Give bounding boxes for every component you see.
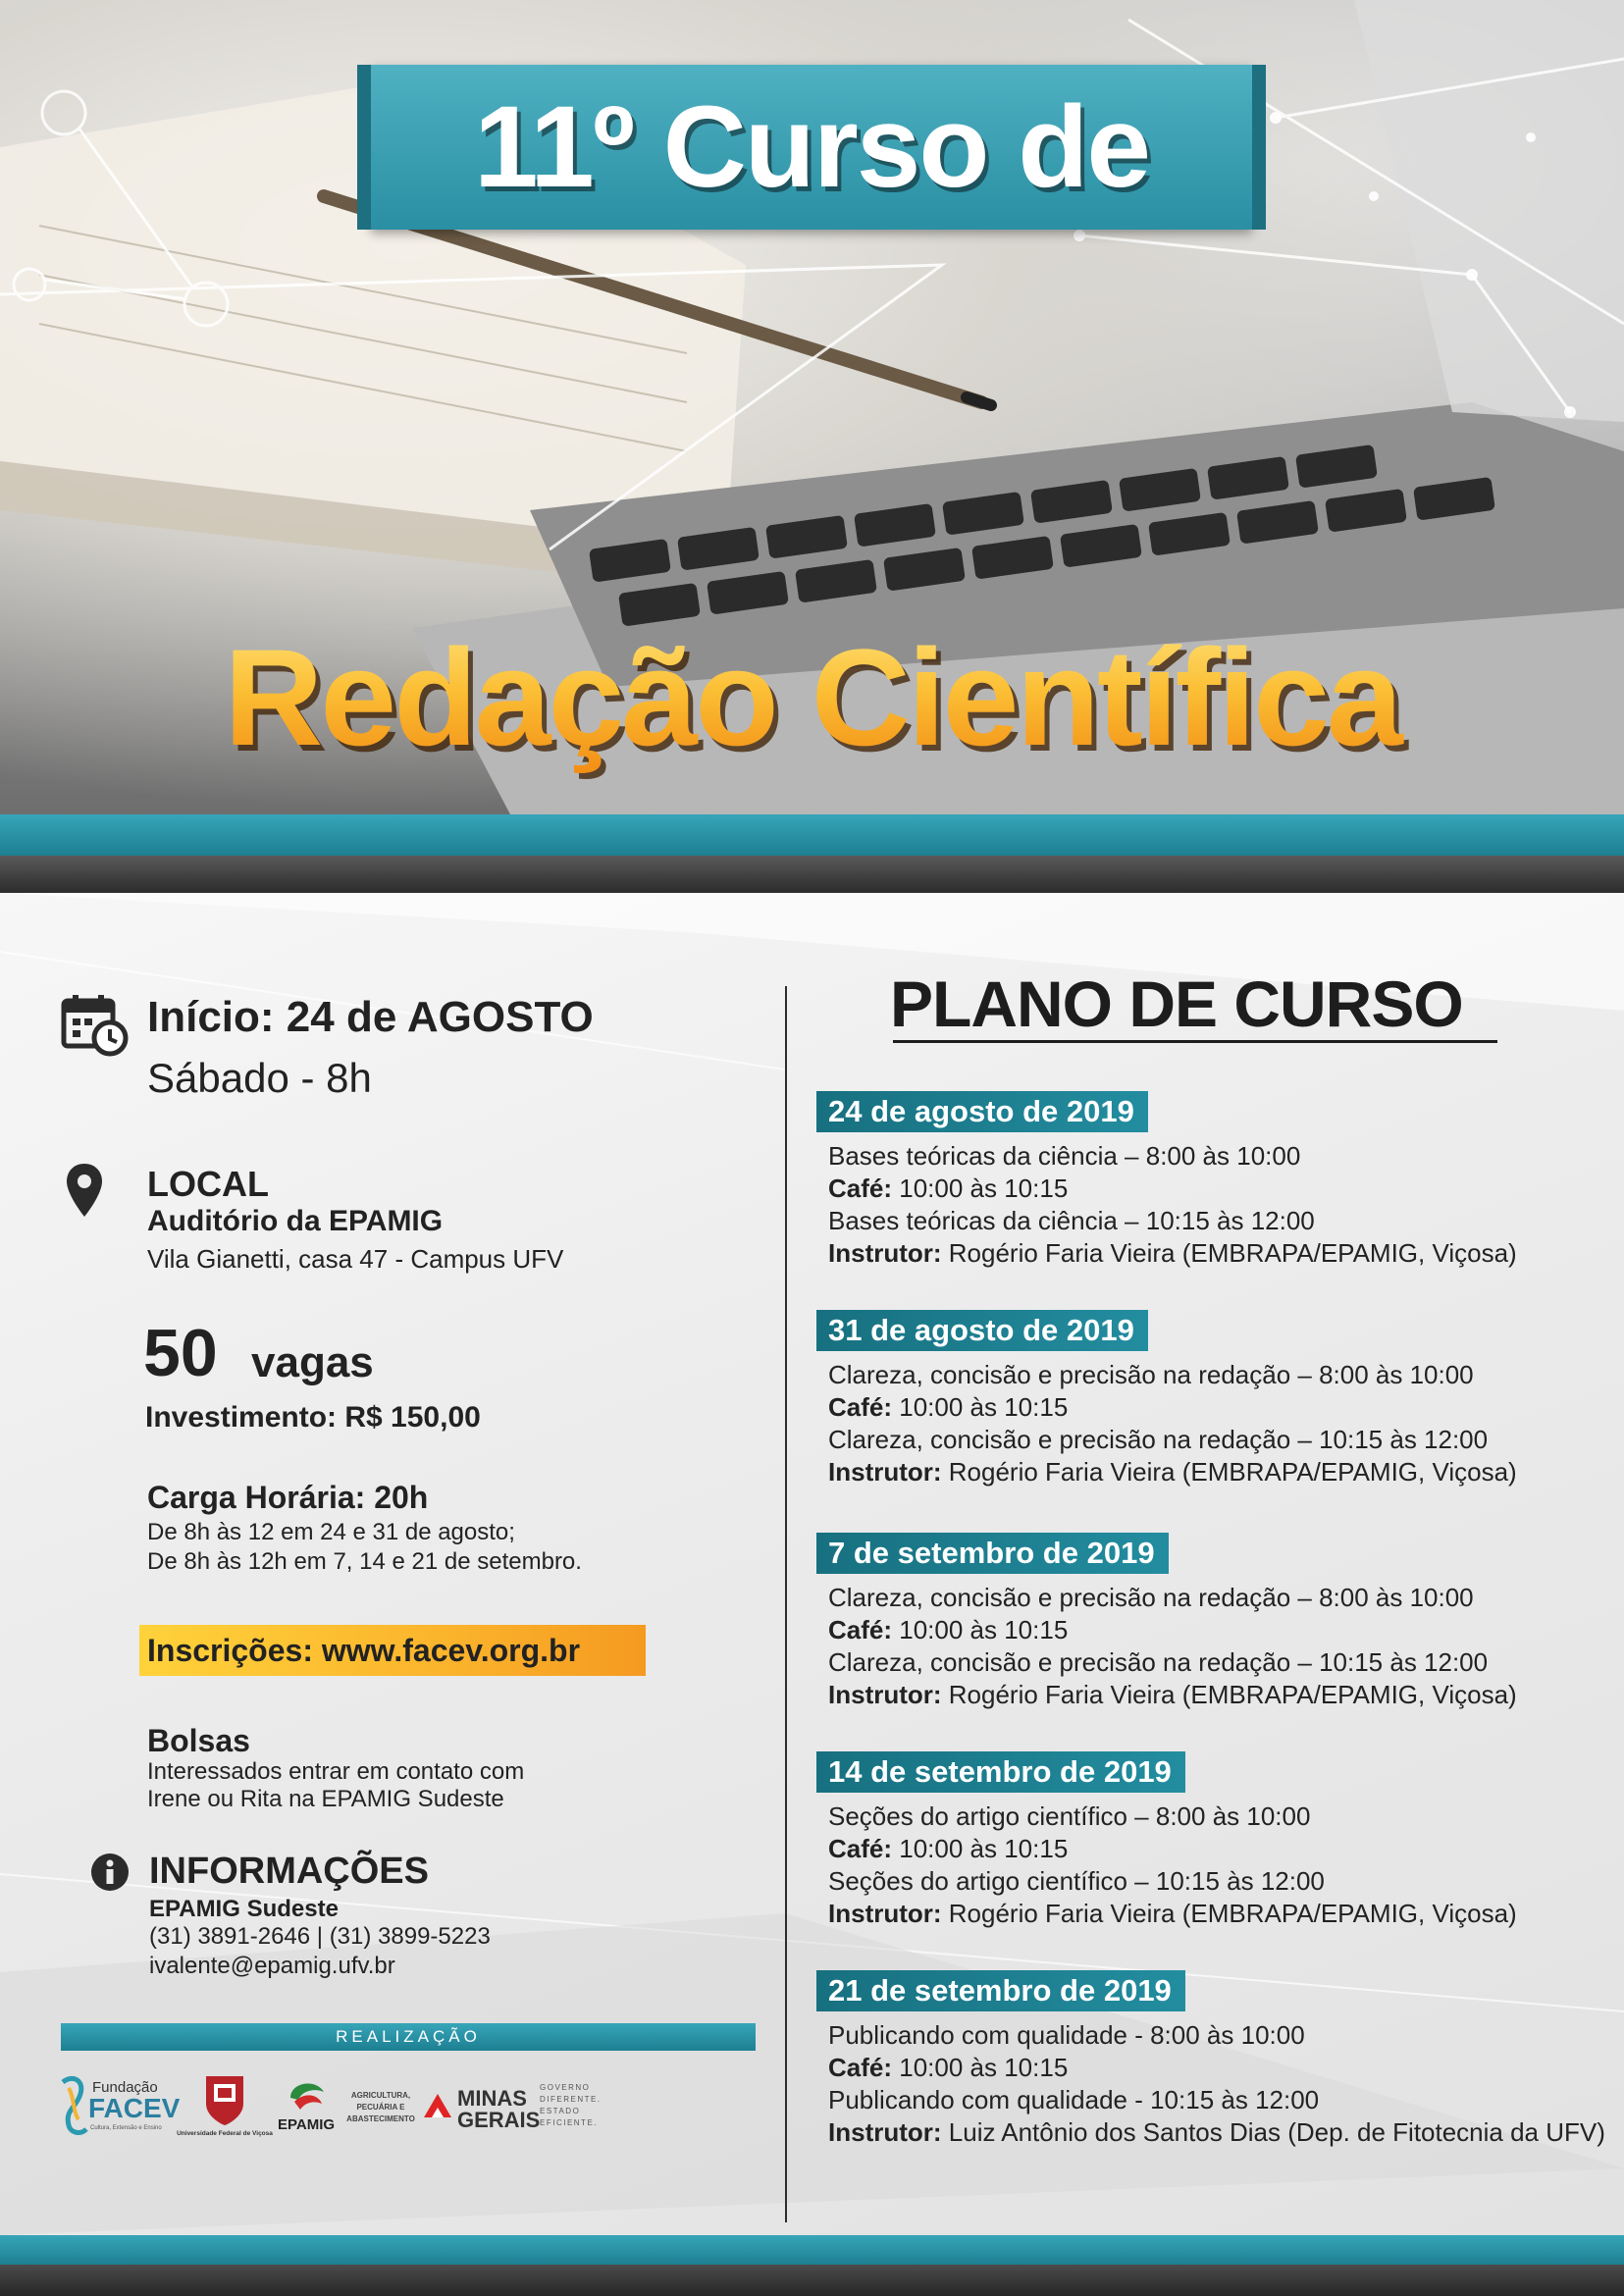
ufv-text: Universidade Federal de Viçosa — [177, 2130, 273, 2137]
minas-gerais-logo — [424, 2083, 602, 2132]
session-date-tag: 7 de setembro de 2019 — [816, 1533, 1169, 1574]
session-2 — [816, 1310, 1601, 1488]
title-banner — [371, 65, 1252, 230]
info-organization: EPAMIG Sudeste — [149, 1896, 339, 1922]
svg-text:AGRICULTURA,: AGRICULTURA, — [350, 2091, 411, 2100]
facev-logo — [63, 2078, 181, 2132]
svg-text:PECUÁRIA E: PECUÁRIA E — [356, 2103, 405, 2112]
session-topic-2: Seções do artigo científico – 10:15 às 12:00 — [828, 1866, 1325, 1896]
course-plan-title: PLANO DE CURSO — [890, 967, 1463, 1040]
session-topic-1: Clareza, concisão e precisão na redação – 8:00 às 10:00 — [828, 1360, 1474, 1389]
coffee-label: Café: — [828, 1174, 893, 1203]
coffee-label: Café: — [828, 2053, 893, 2082]
workload-line-1: De 8h às 12 em 24 e 31 de agosto; — [147, 1519, 515, 1545]
workload-line-2: De 8h às 12h em 7, 14 e 21 de setembro. — [147, 1548, 582, 1575]
session-1 — [816, 1091, 1601, 1270]
session-topic-2: Clareza, concisão e precisão na redação – 10:15 às 12:00 — [828, 1647, 1489, 1677]
svg-text:DIFERENTE.: DIFERENTE. — [540, 2095, 602, 2104]
session-topic-1: Seções do artigo científico – 8:00 às 10:00 — [828, 1801, 1311, 1831]
workload-heading: Carga Horária: 20h — [147, 1480, 429, 1515]
coffee-time: 10:00 às 10:15 — [892, 1615, 1069, 1644]
session-instructor — [816, 1679, 1601, 1711]
instructor-name: Rogério Faria Vieira (EMBRAPA/EPAMIG, Viçosa) — [941, 1899, 1517, 1928]
instructor-name: Luiz Antônio dos Santos Dias (Dep. de Fitotecnia da UFV) — [941, 2117, 1605, 2147]
hero-banner — [0, 0, 1624, 814]
coffee-time: 10:00 às 10:15 — [892, 1174, 1069, 1203]
scholarships-line-1: Interessados entrar em contato com — [147, 1758, 525, 1785]
info-heading: INFORMAÇÕES — [149, 1851, 429, 1892]
course-main-title: Redação Científica — [0, 618, 1624, 777]
instructor-label: Instrutor: — [828, 1899, 942, 1928]
session-4 — [816, 1751, 1601, 1930]
info-icon — [90, 1852, 130, 1892]
session-instructor — [816, 1456, 1601, 1488]
footer-band-teal — [0, 2235, 1624, 2265]
instructor-label: Instrutor: — [828, 1680, 942, 1709]
session-instructor — [816, 1898, 1601, 1930]
session-date-tag: 21 de setembro de 2019 — [816, 1970, 1185, 2011]
instructor-label: Instrutor: — [828, 1238, 942, 1268]
hero-band-teal — [0, 814, 1624, 856]
session-coffee — [816, 2052, 1601, 2084]
sponsor-logos — [59, 2068, 765, 2147]
instructor-label: Instrutor: — [828, 1457, 942, 1487]
svg-text:EFICIENTE.: EFICIENTE. — [540, 2118, 599, 2127]
session-date-tag: 24 de agosto de 2019 — [816, 1091, 1148, 1132]
coffee-time: 10:00 às 10:15 — [892, 1834, 1069, 1863]
course-plan-underline — [893, 1040, 1497, 1043]
instructor-label: Instrutor: — [828, 2117, 942, 2147]
session-5 — [816, 1970, 1605, 2149]
session-topic-2: Bases teóricas da ciência – 10:15 às 12:00 — [828, 1206, 1315, 1235]
location-name: Auditório da EPAMIG — [147, 1205, 444, 1237]
epamig-logo — [278, 2083, 335, 2133]
location-address: Vila Gianetti, casa 47 - Campus UFV — [147, 1244, 564, 1274]
coffee-time: 10:00 às 10:15 — [892, 2053, 1069, 2082]
session-3 — [816, 1533, 1601, 1711]
realizacao-bar: REALIZAÇÃO — [61, 2023, 756, 2051]
instructor-name: Rogério Faria Vieira (EMBRAPA/EPAMIG, Viçosa) — [941, 1680, 1517, 1709]
instructor-name: Rogério Faria Vieira (EMBRAPA/EPAMIG, Viçosa) — [941, 1457, 1517, 1487]
footer-band-dark — [0, 2265, 1624, 2296]
info-phones: (31) 3891-2646 | (31) 3899-5223 — [149, 1923, 491, 1950]
location-pin-icon — [65, 1162, 104, 1219]
session-topic-1: Publicando com qualidade - 8:00 às 10:00 — [828, 2020, 1305, 2050]
investment-price: Investimento: R$ 150,00 — [145, 1401, 481, 1434]
hero-band-dark — [0, 856, 1624, 893]
svg-text:ABASTECIMENTO: ABASTECIMENTO — [346, 2114, 415, 2123]
session-topic-1: Clareza, concisão e precisão na redação – 8:00 às 10:00 — [828, 1583, 1474, 1612]
svg-text:ESTADO: ESTADO — [540, 2107, 581, 2115]
svg-text:GERAIS: GERAIS — [457, 2108, 541, 2132]
vacancies-label: vagas — [251, 1338, 374, 1386]
column-divider — [785, 986, 787, 2222]
session-instructor — [816, 2116, 1605, 2149]
svg-text:GOVERNO: GOVERNO — [540, 2083, 591, 2092]
start-day-time: Sábado - 8h — [147, 1055, 372, 1101]
ufv-logo — [177, 2076, 273, 2137]
svg-text:MINAS: MINAS — [457, 2086, 527, 2111]
session-topic-2: Publicando com qualidade - 10:15 às 12:00 — [828, 2085, 1320, 2114]
agricultura-text-logo — [346, 2091, 415, 2123]
coffee-label: Café: — [828, 1615, 893, 1644]
banner-cap-left — [357, 65, 371, 230]
calendar-clock-icon — [61, 993, 130, 1058]
session-coffee — [816, 1173, 1601, 1205]
session-instructor — [816, 1237, 1601, 1270]
session-coffee — [816, 1391, 1601, 1424]
location-heading: LOCAL — [147, 1164, 269, 1204]
coffee-label: Café: — [828, 1834, 893, 1863]
registration-link[interactable]: Inscrições: www.facev.org.br — [139, 1625, 646, 1676]
session-coffee — [816, 1833, 1601, 1865]
facev-name-text: FACEV — [88, 2093, 181, 2123]
scholarships-line-2: Irene ou Rita na EPAMIG Sudeste — [147, 1786, 504, 1812]
session-coffee — [816, 1614, 1601, 1646]
vacancies-number: 50 — [143, 1316, 218, 1390]
epamig-text: EPAMIG — [277, 2116, 336, 2133]
session-topic-2: Clareza, concisão e precisão na redação – 10:15 às 12:00 — [828, 1425, 1489, 1454]
facev-top-text: Fundação — [92, 2079, 158, 2096]
start-date-label: Início: 24 de AGOSTO — [147, 993, 594, 1041]
session-date-tag: 31 de agosto de 2019 — [816, 1310, 1148, 1351]
info-email[interactable]: ivalente@epamig.ufv.br — [149, 1953, 395, 1979]
banner-cap-right — [1252, 65, 1266, 230]
instructor-name: Rogério Faria Vieira (EMBRAPA/EPAMIG, Viçosa) — [941, 1238, 1517, 1268]
session-topic-1: Bases teóricas da ciência – 8:00 às 10:00 — [828, 1141, 1301, 1171]
scholarships-heading: Bolsas — [147, 1723, 250, 1758]
facev-sub-text: Cultura, Extensão e Ensino — [90, 2125, 162, 2131]
session-date-tag: 14 de setembro de 2019 — [816, 1751, 1185, 1793]
coffee-label: Café: — [828, 1392, 893, 1422]
coffee-time: 10:00 às 10:15 — [892, 1392, 1069, 1422]
course-edition-title: 11º Curso de — [473, 82, 1150, 212]
